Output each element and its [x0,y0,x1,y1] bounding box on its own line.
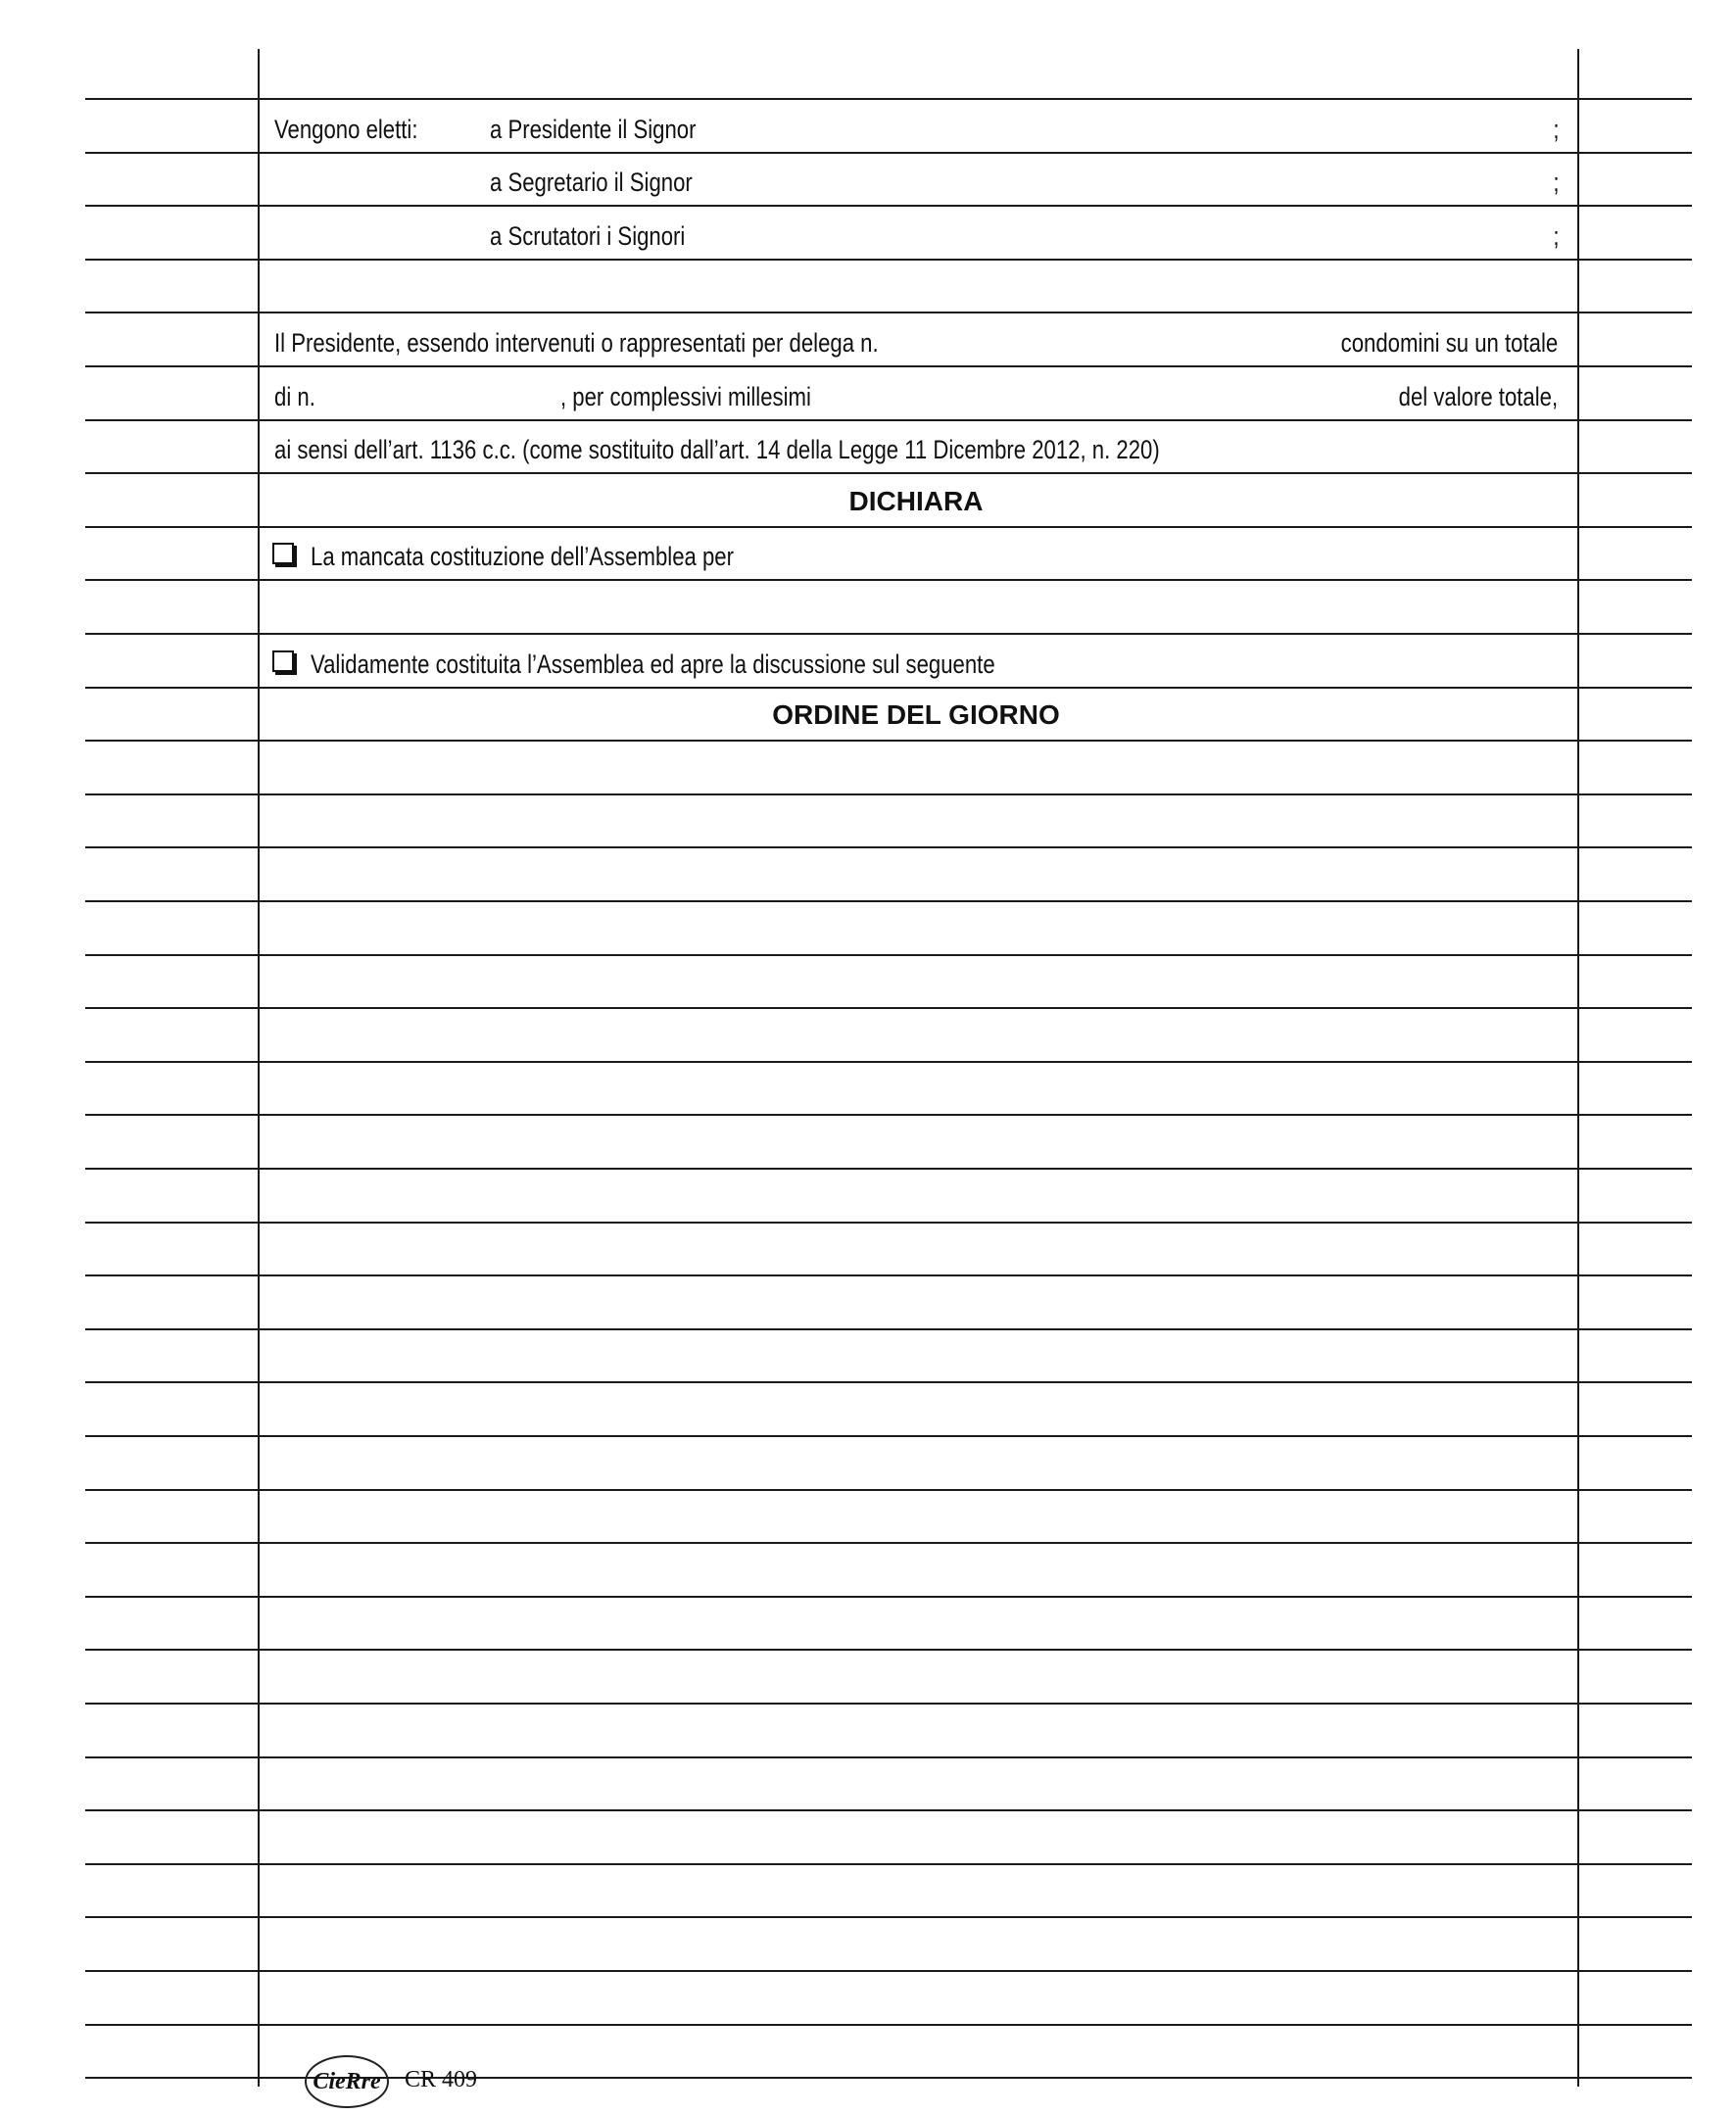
ruled-line [85,1489,1692,1491]
scrutineers-terminator: ; [1553,221,1560,251]
ruled-line [85,1381,1692,1383]
ruled-line [85,1274,1692,1276]
president-line: a Presidente il Signor [490,115,697,144]
ruled-line [85,1114,1692,1116]
president-terminator: ; [1553,115,1560,144]
ruled-line [85,1328,1692,1330]
ruled-line [85,1916,1692,1918]
left-margin-line [258,49,260,2087]
ruled-line [85,633,1692,635]
option-failed-text: La mancata costituzione dell’Assemblea per [311,542,734,571]
quorum-line3: ai sensi dell’art. 1136 c.c. (come sostituito dall’art. 14 della Legge 11 Dicembre 2012, n. 220) [274,435,1160,464]
right-margin-line [1577,49,1579,2087]
ruled-line [85,2024,1692,2026]
ruled-line [85,1061,1692,1063]
checkbox-valid[interactable] [272,650,294,672]
ruled-line [85,954,1692,956]
ruled-line [85,1435,1692,1437]
ruled-line [85,793,1692,795]
ruled-line [85,205,1692,207]
ruled-line [85,419,1692,421]
quorum-line1-end: condomini su un totale [1340,328,1558,358]
ruled-line [85,1168,1692,1170]
ruled-line [85,1863,1692,1865]
ruled-line [85,472,1692,474]
ruled-line [85,259,1692,261]
ruled-line [85,1222,1692,1224]
ruled-line [85,1703,1692,1705]
ruled-line [85,740,1692,742]
checkbox-failed[interactable] [272,543,294,564]
agenda-heading: ORDINE DEL GIORNO [772,699,1060,730]
ruled-line [85,1596,1692,1598]
ruled-line [85,1007,1692,1009]
ruled-line [85,687,1692,689]
quorum-line2-end: del valore totale, [1398,382,1558,411]
ruled-line [85,1649,1692,1651]
ruled-line [85,1756,1692,1758]
ruled-line [85,579,1692,581]
quorum-line2-mid: , per complessivi millesimi [560,382,811,411]
scrutineers-line: a Scrutatori i Signori [490,221,686,251]
ruled-line [85,1542,1692,1544]
ruled-line [85,312,1692,313]
ruled-line [85,1970,1692,1972]
ruled-line [85,365,1692,367]
ruled-line [85,98,1692,100]
option-valid-text: Validamente costituita l’Assemblea ed apre la discussione sul seguente [311,649,995,679]
quorum-line2-start: di n. [274,382,315,411]
ruled-line [85,152,1692,154]
ruled-line [85,846,1692,848]
election-label: Vengono eletti: [274,115,418,144]
form-code: CR 409 [405,2067,478,2092]
declaration-heading: DICHIARA [848,486,984,516]
secretary-line: a Segretario il Signor [490,168,693,197]
quorum-line1-start: Il Presidente, essendo intervenuti o rappresentati per delega n. [274,328,879,358]
secretary-terminator: ; [1553,168,1560,197]
ruled-line [85,1809,1692,1811]
cierre-logo: CieRre [305,2055,389,2108]
ruled-line [85,900,1692,902]
ruled-line [85,526,1692,528]
